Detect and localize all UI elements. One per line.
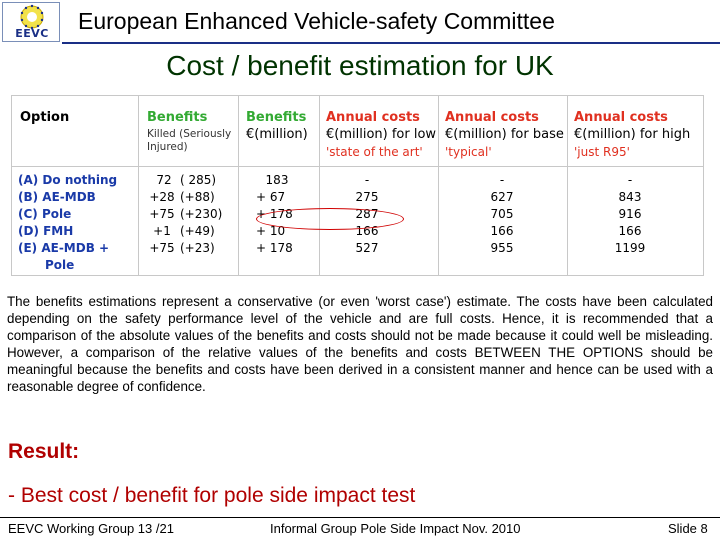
row-option: (C) Pole [18,207,72,221]
row-cost-low: 275 [355,190,379,204]
row-option: (B) AE-MDB [18,190,96,204]
column-divider [138,96,139,275]
header-cost-base-sub1: €(million) for base [445,127,564,142]
header-divider [62,42,720,44]
row-option-cont: Pole [45,258,75,272]
header-cost-high-sub1: €(million) for high [574,127,691,142]
row-option: (E) AE-MDB + [18,241,110,255]
row-cost-high: 843 [618,190,642,204]
result-label: Result: [8,440,80,463]
conclusion-text: - Best cost / benefit for pole side impact test [8,484,416,507]
row-serious: ( 285) [180,173,217,187]
header-cost-base-sub2: 'typical' [445,145,492,159]
header-cost-low-sub1: €(million) for low [326,127,437,142]
column-divider [438,96,439,275]
column-divider [238,96,239,275]
row-cost-low: 166 [355,224,379,238]
row-killed: +75 [149,207,175,221]
header-option: Option [20,110,70,125]
row-cost-high: 166 [618,224,642,238]
row-benefit: + 178 [256,207,293,221]
row-option: (A) Do nothing [18,173,118,187]
header-benefits-money: Benefits [246,110,307,125]
row-cost-high: 1199 [614,241,646,255]
row-option: (D) FMH [18,224,74,238]
row-cost-high: - [627,173,633,187]
header-cost-low: Annual costs [326,110,420,125]
row-cost-base: 955 [490,241,514,255]
header-cost-base: Annual costs [445,110,539,125]
row-cost-base: 627 [490,190,514,204]
header-cost-low-sub2: 'state of the art' [326,145,423,159]
footer-left: EEVC Working Group 13 /21 [8,521,174,536]
header-benefits-killed: Benefits [147,110,208,125]
row-serious: (+49) [180,224,215,238]
logo-text: EEVC [15,27,49,40]
row-cost-low: 527 [355,241,379,255]
header-benefits-killed-sub2: Injured) [147,141,188,153]
explanation-paragraph: The benefits estimations represent a conservative (or even 'worst case') estimate. The costs have been calculated depending on the safety performance level of the vehicle and are full costs. Hence, it is recommended that a comparison of the absolute values of the benefits and costs should not be made because it could well be misleading. However, a comparison of the relative values of the benefits and costs BETWEEN THE OPTIONS should be meaningful because the benefits and costs have been derived in a consistent manner and hence can be used with a reasonable degree of confidence. [7,294,713,395]
header-benefits-money-sub: €(million) [246,127,308,142]
row-serious: (+88) [180,190,215,204]
cost-benefit-table [11,95,704,276]
row-killed: +75 [149,241,175,255]
row-serious: (+23) [180,241,215,255]
slide-number: Slide 8 [668,521,708,536]
header-title: European Enhanced Vehicle-safety Committee [78,8,555,34]
row-benefit: 183 [265,173,289,187]
row-cost-base: 166 [490,224,514,238]
row-serious: (+230) [180,207,223,221]
header-cost-high-sub2: 'just R95' [574,145,630,159]
row-cost-high: 916 [618,207,642,221]
highlight-ellipse [256,208,404,230]
column-divider [319,96,320,275]
row-cost-base: 705 [490,207,514,221]
footer-divider [0,517,720,518]
column-divider [567,96,568,275]
row-cost-base: - [499,173,505,187]
row-benefit: + 10 [256,224,286,238]
header-benefits-killed-sub1: Killed (Seriously [147,128,232,140]
row-killed: 72 [156,173,172,187]
footer-center: Informal Group Pole Side Impact Nov. 2010 [270,521,521,536]
row-benefit: + 178 [256,241,293,255]
row-killed: +1 [153,224,171,238]
eevc-logo [2,2,60,42]
header-row-divider [12,166,703,167]
row-killed: +28 [149,190,175,204]
row-benefit: + 67 [256,190,286,204]
header-cost-high: Annual costs [574,110,668,125]
row-cost-low: - [364,173,370,187]
row-cost-low: 287 [355,207,379,221]
slide-title: Cost / benefit estimation for UK [166,50,554,81]
